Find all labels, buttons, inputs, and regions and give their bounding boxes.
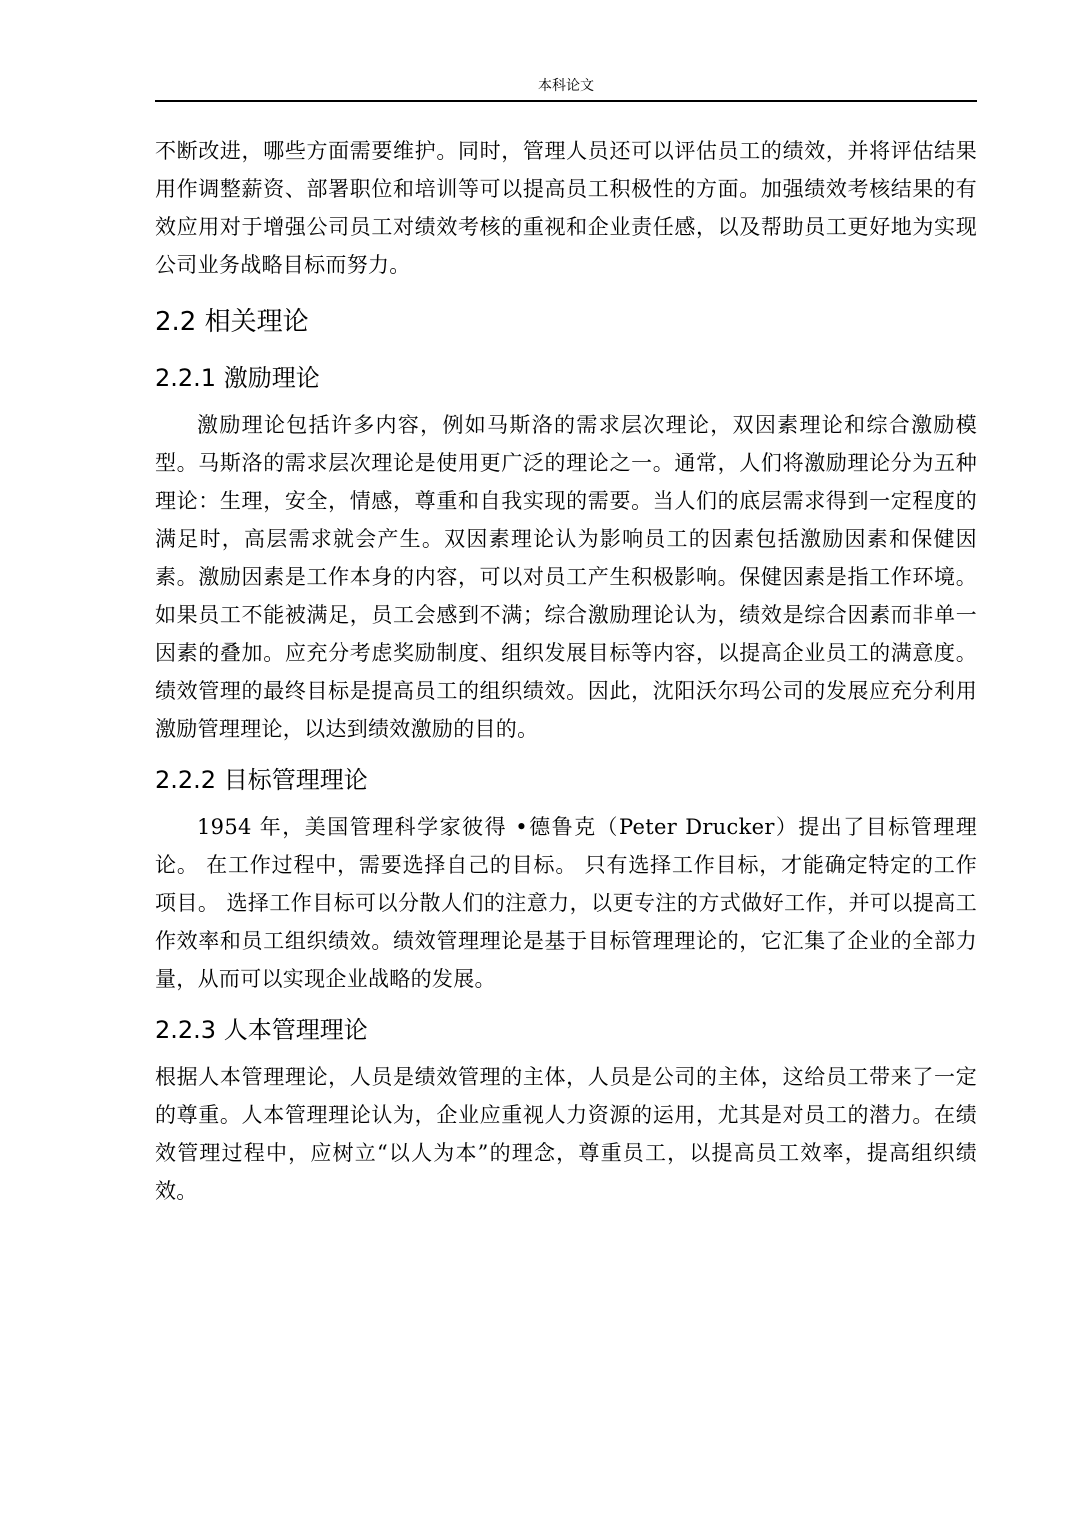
subsection-heading-2-2-3: 2.2.3 人本管理理论	[155, 1016, 368, 1044]
running-header-title: 本科论文	[538, 78, 594, 94]
paragraph-objective-management: 1954 年，美国管理科学家彼得 •德鲁克（Peter Drucker）提出了目标管理理论。 在工作过程中，需要选择自己的目标。 只有选择工作目标，才能确定特定的工作项目。 选择工作目标可以分散人们的注意力，以更专注的方式做好工作，并可以提高工作效率和员工组织绩效。绩效管理理论是基于目标管理理论的，它汇集了企业的全部力量，从而可以实现企业战略的发展。	[155, 815, 977, 991]
section-heading-2-2: 2.2 相关理论	[155, 307, 309, 337]
paragraph-motivation-theory: 激励理论包括许多内容，例如马斯洛的需求层次理论，双因素理论和综合激励模型。马斯洛的需求层次理论是使用更广泛的理论之一。通常，人们将激励理论分为五种理论：生理，安全，情感，尊重和自我实现的需要。当人们的底层需求得到一定程度的满足时，高层需求就会产生。双因素理论认为影响员工的因素包括激励因素和保健因素。激励因素是工作本身的内容，可以对员工产生积极影响。保健因素是指工作环境。如果员工不能被满足，员工会感到不满；综合激励理论认为，绩效是综合因素而非单一因素的叠加。应充分考虑奖励制度、组织发展目标等内容，以提高企业员工的满意度。绩效管理的最终目标是提高员工的组织绩效。因此，沈阳沃尔玛公司的发展应充分利用激励管理理论，以达到绩效激励的目的。	[155, 413, 977, 741]
subsection-heading-2-2-2: 2.2.2 目标管理理论	[155, 766, 368, 794]
running-header	[155, 76, 977, 102]
subsection-heading-2-2-1: 2.2.1 激励理论	[155, 364, 320, 392]
page-body	[155, 132, 977, 1210]
paragraph-human-management: 根据人本管理理论，人员是绩效管理的主体，人员是公司的主体，这给员工带来了一定的尊重。人本管理理论认为，企业应重视人力资源的运用，尤其是对员工的潜力。在绩效管理过程中，应树立“以人为本”的理念，尊重员工，以提高员工效率，提高组织绩效。	[155, 1065, 977, 1203]
paragraph-continued: 不断改进，哪些方面需要维护。同时，管理人员还可以评估员工的绩效，并将评估结果用作调整薪资、部署职位和培训等可以提高员工积极性的方面。加强绩效考核结果的有效应用对于增强公司员工对绩效考核的重视和企业责任感，以及帮助员工更好地为实现公司业务战略目标而努力。	[155, 139, 977, 277]
